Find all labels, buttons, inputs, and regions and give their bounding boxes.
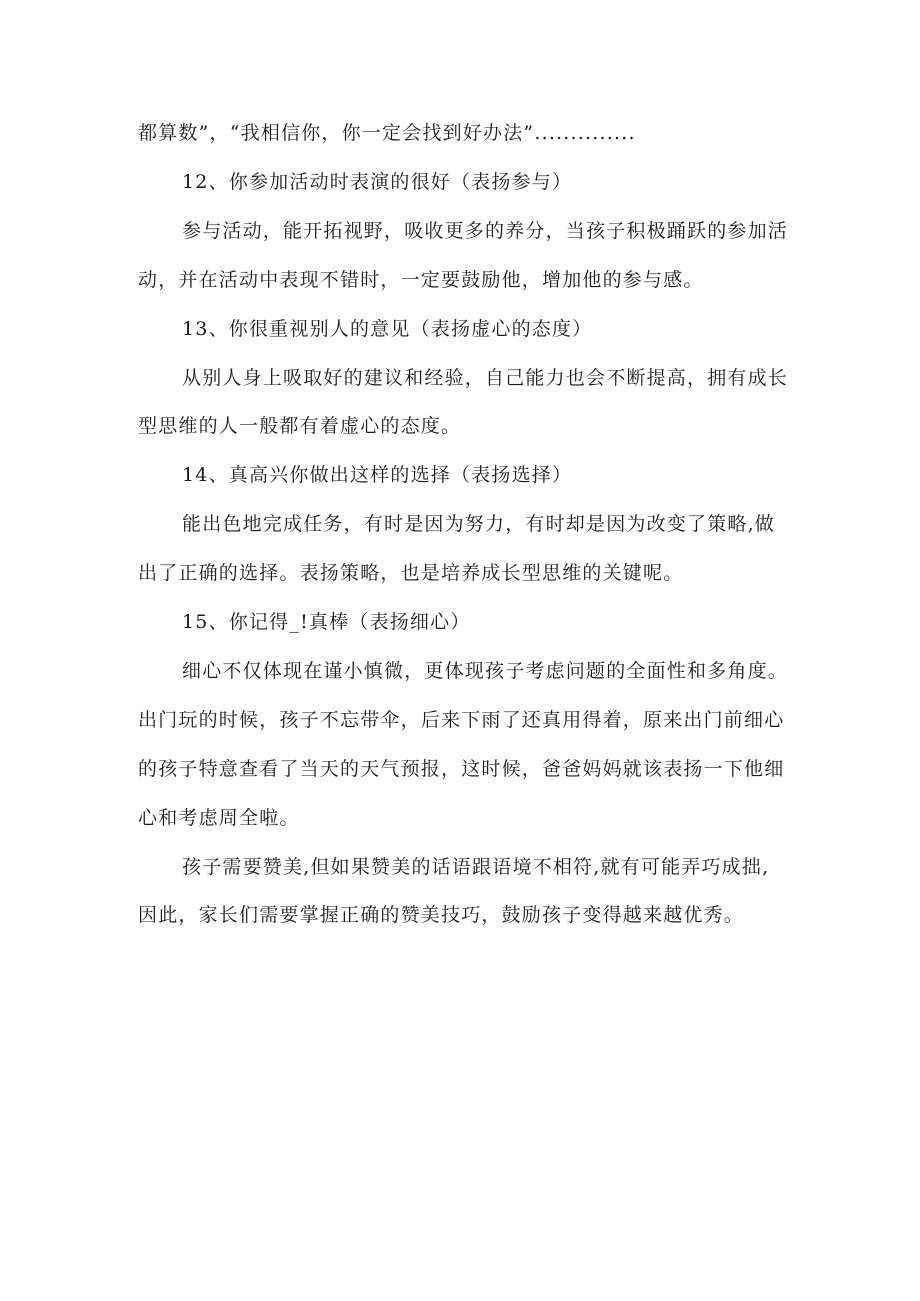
paragraph-line: 出门玩的时候，孩子不忘带伞，后来下雨了还真用得着，原来出门前细心	[138, 709, 785, 731]
paragraph-line: 细心不仅体现在谨小慎微，更体现孩子考虑问题的全面性和多角度。	[182, 660, 789, 682]
heading-item-14: 14、真高兴你做出这样的选择（表扬选择）	[182, 464, 573, 486]
paragraph-line: 的孩子特意查看了当天的天气预报，这时候，爸爸妈妈就该表扬一下他细	[138, 758, 785, 780]
paragraph-line: 参与活动，能开拓视野，吸收更多的养分，当孩子积极踊跃的参加活	[182, 220, 789, 242]
paragraph-line-continuation: 都算数”，“我相信你，你一定会找到好办法”..............	[138, 122, 636, 144]
heading-item-15: 15、你记得_!真棒（表扬细心）	[182, 611, 471, 633]
conclusion-line: 孩子需要赞美,但如果赞美的话语跟语境不相符,就有可能弄巧成拙,	[182, 856, 770, 878]
heading-item-12: 12、你参加活动时表演的很好（表扬参与）	[182, 171, 573, 193]
heading-item-13: 13、你很重视别人的意见（表扬虚心的态度）	[182, 318, 593, 340]
conclusion-line: 因此，家长们需要掌握正确的赞美技巧，鼓励孩子变得越来越优秀。	[138, 904, 745, 926]
paragraph-line: 能出色地完成任务，有时是因为努力，有时却是因为改变了策略,做	[182, 513, 776, 535]
paragraph-line: 心和考虑周全啦。	[138, 807, 300, 829]
paragraph-line: 型思维的人一般都有着虚心的态度。	[138, 415, 462, 437]
paragraph-line: 从别人身上吸取好的建议和经验，自己能力也会不断提高，拥有成长	[182, 367, 789, 389]
paragraph-line: 出了正确的选择。表扬策略，也是培养成长型思维的关键呢。	[138, 562, 684, 584]
paragraph-line: 动，并在活动中表现不错时，一定要鼓励他，增加他的参与感。	[138, 269, 704, 291]
